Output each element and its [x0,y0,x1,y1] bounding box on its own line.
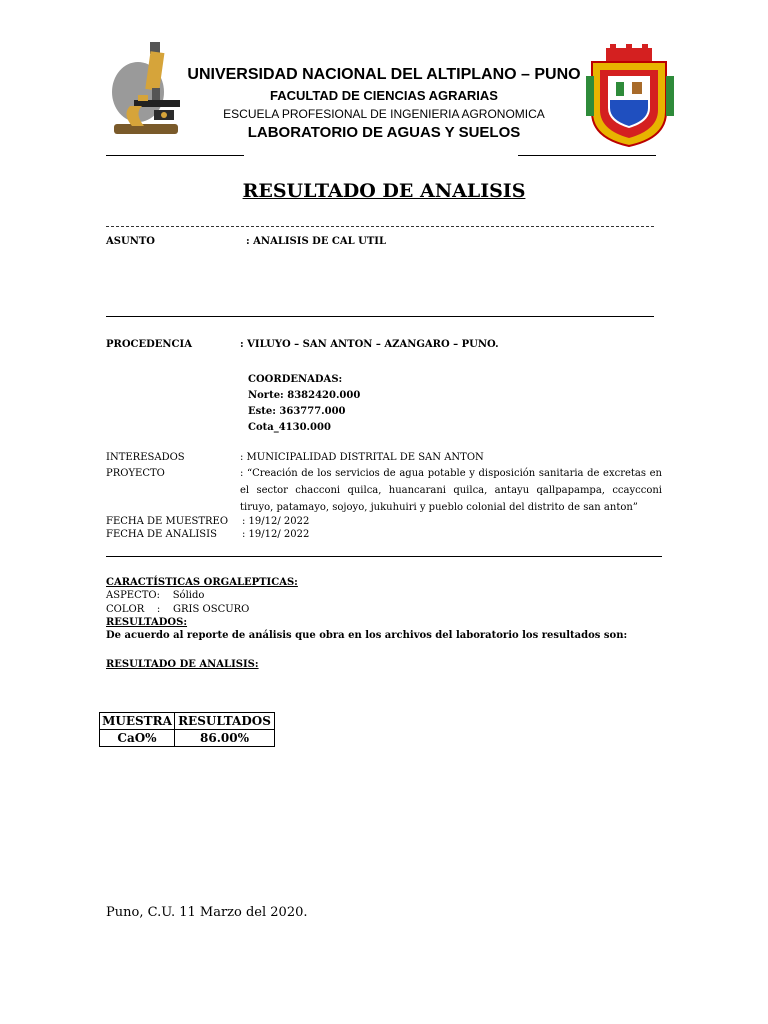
header-rule-right [518,155,656,156]
procedencia-value: : VILUYO – SAN ANTON – AZANGARO – PUNO. [240,339,499,350]
proyecto-label: PROYECTO [106,468,165,479]
table-cell-result: 86.00% [175,730,275,747]
color-line: COLOR : GRIS OSCURO [106,604,250,615]
header-rule-left [106,155,244,156]
table-header-muestra: MUESTRA [100,713,175,730]
resultados-text: De acuerdo al reporte de análisis que obra en los archivos del laboratorio los resultados son: [106,630,628,641]
faculty-name: FACULTAD DE CIENCIAS AGRARIAS [270,88,498,103]
interesados-label: INTERESADOS [106,452,185,463]
table-cell-sample: CaO% [100,730,175,747]
fecha-analisis-value: : 19/12/ 2022 [242,529,310,540]
fecha-muestreo-label: FECHA DE MUESTREO [106,516,229,527]
page-title: RESULTADO DE ANALISIS [242,180,526,202]
table-header-resultados: RESULTADOS [175,713,275,730]
coordenadas-norte: Norte: 8382420.000 [248,390,361,401]
resultados-heading: RESULTADOS: [106,617,188,628]
university-name: UNIVERSIDAD NACIONAL DEL ALTIPLANO – PUNO [187,66,581,83]
divider-2 [106,556,662,557]
interesados-value: : MUNICIPALIDAD DISTRITAL DE SAN ANTON [240,452,484,463]
coordenadas-este: Este: 363777.000 [248,406,346,417]
lab-name: LABORATORIO DE AGUAS Y SUELOS [247,124,521,141]
proyecto-value: : “Creación de los servicios de agua potable y disposición sanitaria de excretas en el sector chacconi quilca, huancarani quilca, antayu qallpapampa, ccaycconi tiruyo, patamayo, sojoyo, jukuhuiri y pueblo colonial del distrito de san anton” [240,468,662,513]
fecha-analisis-label: FECHA DE ANALISIS [106,529,217,540]
divider-dotted [106,226,654,227]
table-row [100,730,275,747]
asunto-label: ASUNTO [106,236,155,247]
coordenadas-heading: COORDENADAS: [248,374,343,385]
school-name: ESCUELA PROFESIONAL DE INGENIERIA AGRONOMICA [223,107,545,121]
coordenadas-cota: Cota_4130.000 [248,422,331,433]
aspecto-line: ASPECTO: Sólido [106,590,205,601]
procedencia-label: PROCEDENCIA [106,339,192,350]
caracteristicas-heading: CARACTÍSTICAS ORGALEPTICAS: [106,577,298,588]
fecha-muestreo-value: : 19/12/ 2022 [242,516,310,527]
resultado-analisis-heading: RESULTADO DE ANALISIS: [106,659,259,670]
footer-date: Puno, C.U. 11 Marzo del 2020. [106,905,308,920]
results-table [99,712,275,747]
asunto-value: : ANALISIS DE CAL UTIL [246,236,387,247]
table-header-row [100,713,275,730]
divider-1 [106,316,654,317]
